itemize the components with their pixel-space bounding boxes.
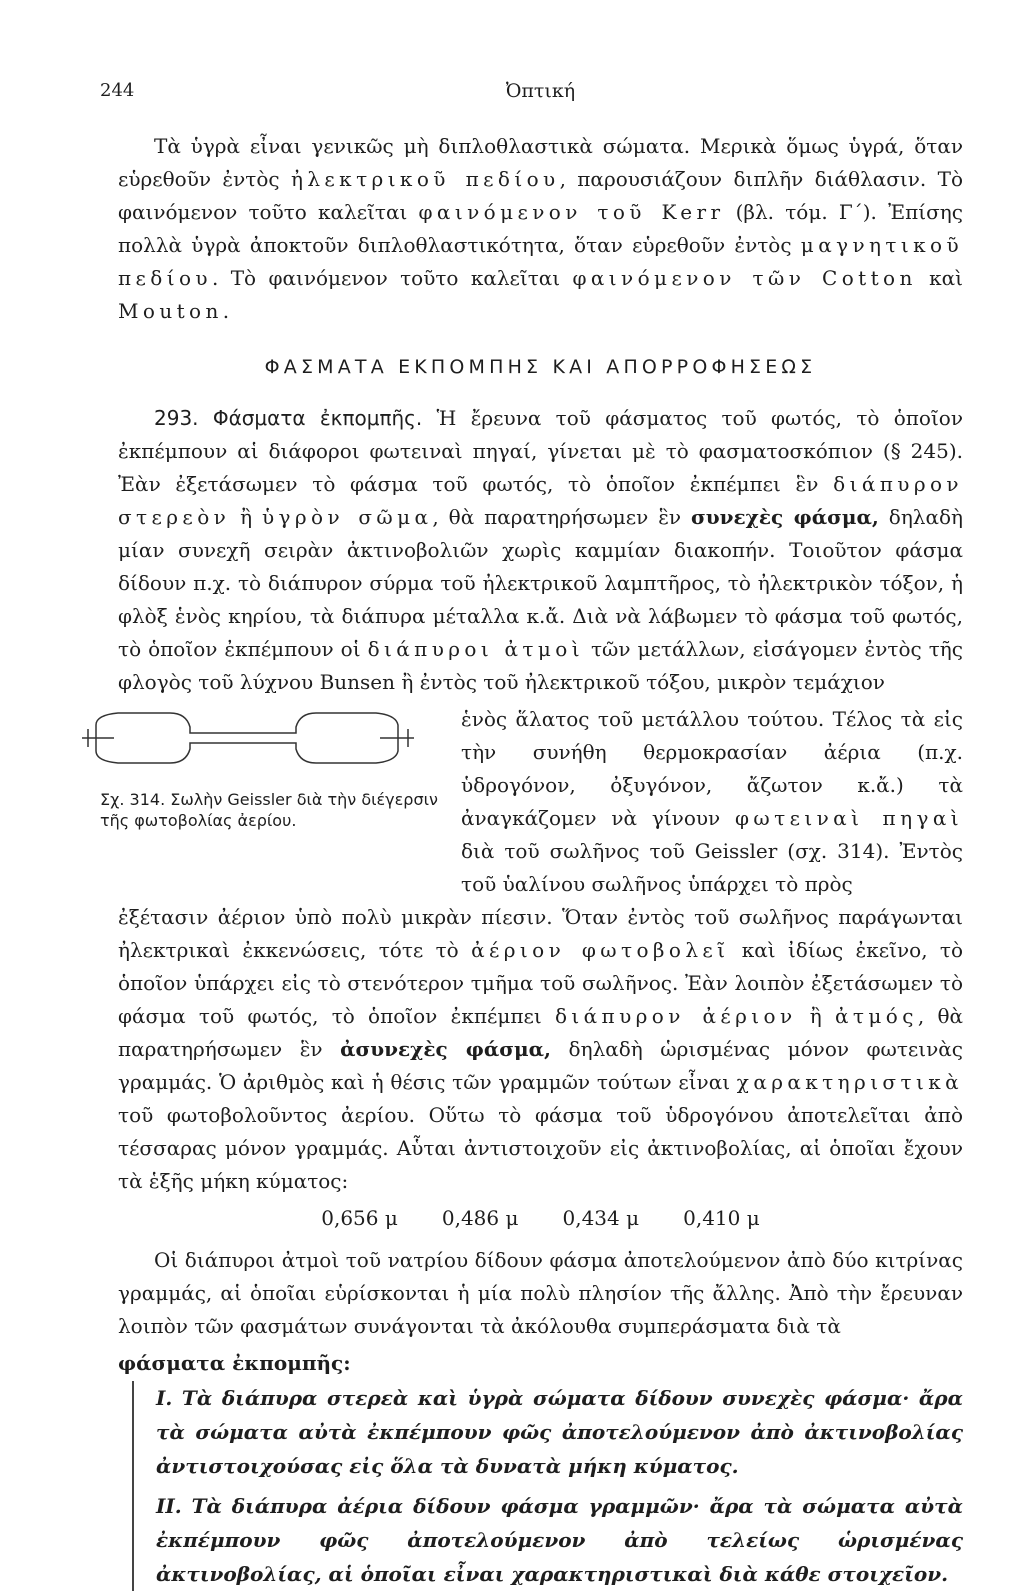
conclusions-heading: φάσματα ἐκπομπῆς: [118, 1351, 351, 1375]
wavelength-value: 0,410 μ [683, 1206, 760, 1230]
intro-paragraph: Τὰ ὑγρὰ εἶναι γενικῶς μὴ διπλοθλαστικὰ σώματα. Μερικὰ ὅμως ὑγρά, ὅταν εὑρεθοῦν ἐντὸς ἠλεκτρικοῦ πεδίου, παρουσιάζουν διπλῆν διάθλασιν. Τὸ φαινόμενον τοῦτο καλεῖται φαινόμενον τοῦ Kerr (βλ. τόμ. Γ΄). Ἐπίσης πολλὰ ὑγρὰ ἀποκτοῦν διπλοθλαστικότητα, ὅταν εὑρεθοῦν ἐντὸς μαγνητικοῦ πεδίου. Τὸ φαινόμενον τοῦτο καλεῖται φαινόμενον τῶν Cotton καὶ Mouton. [118, 134, 963, 323]
figure-314 [78, 703, 443, 901]
gas-paragraph: ἐξέτασιν ἀέριον ὑπὸ πολὺ μικρὰν πίεσιν. Ὅταν ἐντὸς τοῦ σωλῆνος παράγωνται ἠλεκτρικαὶ ἐκκενώσεις, τότε τὸ ἀέριον φωτοβολεῖ καὶ ἰδίως ἐκεῖνο, τὸ ὁποῖον ὑπάρχει εἰς τὸ στενότερον τμῆμα τοῦ σωλῆνος. Ἐὰν λοιπὸν ἐξετάσωμεν τὸ φάσμα τοῦ φωτός, τὸ ὁποῖον ἐκπέμπει διάπυρον ἀέριον ἢ ἀτμός, θὰ παρατηρήσωμεν ἓν ἀσυνεχὲς φάσμα, δηλαδὴ ὡρισμένας μόνον φωτεινὰς γραμμάς. Ὁ ἀριθμὸς καὶ ἡ θέσις τῶν γραμμῶν τούτων εἶναι χαρακτηριστικὰ τοῦ φωτοβολοῦντος ἀερίου. Οὕτω τὸ φάσμα τοῦ ὑδρογόνου ἀποτελεῖται ἀπὸ τέσσαρας μόνον γραμμάς. Αὗται ἀντιστοιχοῦν εἰς ἀκτινοβολίας, αἱ ὁποῖαι ἔχουν τὰ ἑξῆς μήκη κύματος: [118, 905, 964, 1193]
figure-side-text: ἑνὸς ἅλατος τοῦ μετάλλου τούτου. Τέλος τὰ εἰς τὴν συνήθη θερμοκρασίαν ἀέρια (π.χ. ὑδρογόνον, ὀξυγόνον, ἄζωτον κ.ἄ.) τὰ ἀναγκάζομεν νὰ γίνουν φωτειναὶ πηγαὶ διὰ τοῦ σωλῆνος τοῦ Geissler (σχ. 314). Ἐντὸς τοῦ ὑαλίνου σωλῆνος ὑπάρχει τὸ πρὸς [461, 707, 963, 896]
paragraph-293: 293. Φάσματα ἐκπομπῆς. Ἡ ἔρευνα τοῦ φάσματος τοῦ φωτός, τὸ ὁποῖον ἐκπέμπουν αἱ διάφοροι φωτειναὶ πηγαί, γίνεται μὲ τὸ φασματοσκόπιον (§ 245). Ἐὰν ἐξετάσωμεν τὸ φάσμα τοῦ φωτός, τὸ ὁποῖον ἐκπέμπει ἓν διάπυρον στερεὸν ἢ ὑγρὸν σῶμα, θὰ παρατηρήσωμεν ἓν συνεχὲς φάσμα, δηλαδὴ μίαν συνεχῆ σειρὰν ἀκτινοβολιῶν χωρὶς καμμίαν διακοπήν. Τοιοῦτον φάσμα δίδουν π.χ. τὸ διάπυρον σύρμα τοῦ ἠλεκτρικοῦ λαμπτῆρος, τὸ ἠλεκτρικὸν τόξον, ἡ φλὸξ ἑνὸς κηρίου, τὰ διάπυρα μέταλλα κ.ἄ. Διὰ νὰ λάβωμεν τὸ φάσμα τοῦ φωτός, τὸ ὁποῖον ἐκπέμπουν οἱ διάπυροι ἀτμοὶ τῶν μετάλλων, εἰσάγομεν ἐντὸς τῆς φλογὸς τοῦ λύχνου Bunsen ἢ ἐντὸς τοῦ ἠλεκτρικοῦ τόξου, μικρὸν τεμάχιον [118, 406, 964, 694]
wavelength-value: 0,486 μ [441, 1206, 519, 1230]
conclusions-list [132, 1381, 963, 1591]
conclusion-item: I. Τὰ διάπυρα στερεὰ καὶ ὑγρὰ σώματα δίδουν συνεχὲς φάσμα· ἄρα τὰ σώματα αὐτὰ ἐκπέμπουν φῶς ἀποτελούμενον ἀπὸ ἀκτινοβολίας ἀντιστοιχούσας εἰς ὅλα τὰ δυνατὰ μήκη κύματος. [156, 1386, 963, 1478]
figure-caption: Σχ. 314. Σωλὴν Geissler διὰ τὴν διέγερσιν τῆς φωτοβολίας ἀερίου. [100, 790, 438, 830]
figure-block [100, 703, 963, 901]
running-head: Ὀπτική [505, 80, 576, 102]
page-number: 244 [100, 80, 135, 101]
wavelength-value: 0,434 μ [562, 1206, 640, 1230]
conclusion-item: II. Τὰ διάπυρα ἀέρια δίδουν φάσμα γραμμῶν· ἄρα τὰ σώματα αὐτὰ ἐκπέμπουν φῶς ἀποτελούμενον ἀπὸ τελείως ὡρισμένας ἀκτινοβολίας, αἱ ὁποῖαι εἶναι χαρακτηριστικαὶ διὰ κάθε στοιχεῖον. [156, 1494, 963, 1586]
wavelength-list [118, 1206, 963, 1230]
page-header [100, 80, 963, 130]
sodium-paragraph: Οἱ διάπυροι ἀτμοὶ τοῦ νατρίου δίδουν φάσμα ἀποτελούμενον ἀπὸ δύο κιτρίνας γραμμάς, αἱ ὁποῖαι εὑρίσκονται ἡ μία πολὺ πλησίον τῆς ἄλλης. Ἀπὸ τὴν ἔρευναν λοιπὸν τῶν φασμάτων συνάγονται τὰ ἀκόλουθα συμπεράσματα διὰ τὰ [118, 1248, 963, 1338]
geissler-tube-illustration [78, 703, 423, 783]
section-title: ΦΑΣΜΑΤΑ ΕΚΠΟΜΠΗΣ ΚΑΙ ΑΠΟΡΡΟΦΗΣΕΩΣ [264, 356, 817, 378]
wavelength-value: 0,656 μ [321, 1206, 398, 1230]
paragraph-lead: 293. Φάσματα ἐκπομπῆς. [154, 406, 423, 430]
